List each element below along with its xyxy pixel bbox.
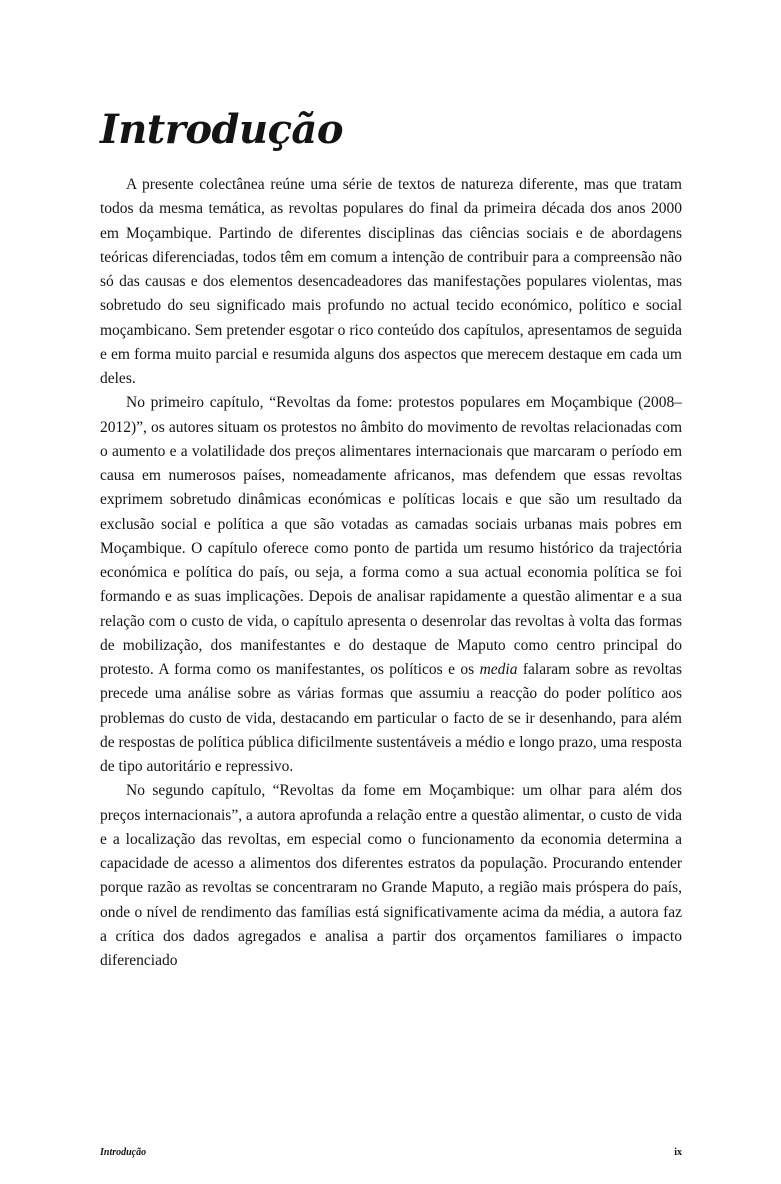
- media-term: media: [479, 661, 518, 678]
- paragraph-intro: A presente colectânea reúne uma série de textos de natureza diferente, mas que tratam todos da mesma temática, as revoltas populares do final da primeira década dos anos 2000 em Moçambique. Partindo de diferentes disciplinas das ciências sociais e de abordagens teóricas diferenciadas, todos têm em comum a intenção de contribuir para a compreensão não só das causas e dos elementos desencadeadores das manifestações populares violentas, mas sobretudo do seu significado mais profundo no actual tecido económico, político e social moçambicano. Sem pretender esgotar o rico conteúdo dos capítulos, apresentamos de seguida e em forma muito parcial e resumida alguns dos aspectos que merecem destaque em cada um deles.: [100, 176, 682, 387]
- running-title: Introdução: [100, 1147, 147, 1158]
- paragraph-first-chapter-part-2: falaram sobre as revoltas precede uma análise sobre as várias formas que assumiu a reacção do poder político aos problemas do custo de vida, destacando em particular o facto de se ir desenhando, para além de respostas de política pública dificilmente sustentáveis a médio e longo prazo, uma resposta de tipo autoritário e repressivo.: [100, 661, 682, 775]
- page-footer: [100, 1145, 682, 1161]
- paragraph-first-chapter: [100, 391, 682, 779]
- paragraph-first-chapter-part-1: No primeiro capítulo, “Revoltas da fome: protestos populares em Moçambique (2008–2012)”, os autores situam os protestos no âmbito do movimento de revoltas relacionadas com o aumento e a volatilidade dos preços alimentares internacionais que marcaram o período em causa em numerosos países, nomeadamente africanos, mas defendem que essas revoltas exprimem sobretudo dinâmicas económicas e políticas locais e que são um resultado da exclusão social e política a que são votadas as camadas sociais urbanas mais pobres em Moçambique. O capítulo oferece como ponto de partida um resumo histórico da trajectória económica e política do país, ou seja, a forma como a sua actual economia política se foi formando e as suas implicações. Depois de analisar rapidamente a questão alimentar e a sua relação com o custo de vida, o capítulo apresenta o desenrolar das revoltas à volta das formas de mobilização, dos manifestantes e do destaque de Maputo como centro principal do protesto. A forma como os manifestantes, os políticos e os: [100, 394, 682, 678]
- body-text: [100, 173, 682, 973]
- page-number: ix: [674, 1147, 682, 1158]
- paragraph-second-chapter: No segundo capítulo, “Revoltas da fome em Moçambique: um olhar para além dos preços internacionais”, a autora aprofunda a relação entre a questão alimentar, o custo de vida e a localização das revoltas, em especial como o funcionamento da economia determina a capacidade de acesso a alimentos dos diferentes estratos da população. Procurando entender porque razão as revoltas se concentraram no Grande Maputo, a região mais próspera do país, onde o nível de rendimento das famílias está significativamente acima da média, a autora faz a crítica dos dados agregados e analisa a partir dos orçamentos familiares o impacto diferenciado: [100, 782, 682, 969]
- chapter-title: Introdução: [100, 106, 344, 153]
